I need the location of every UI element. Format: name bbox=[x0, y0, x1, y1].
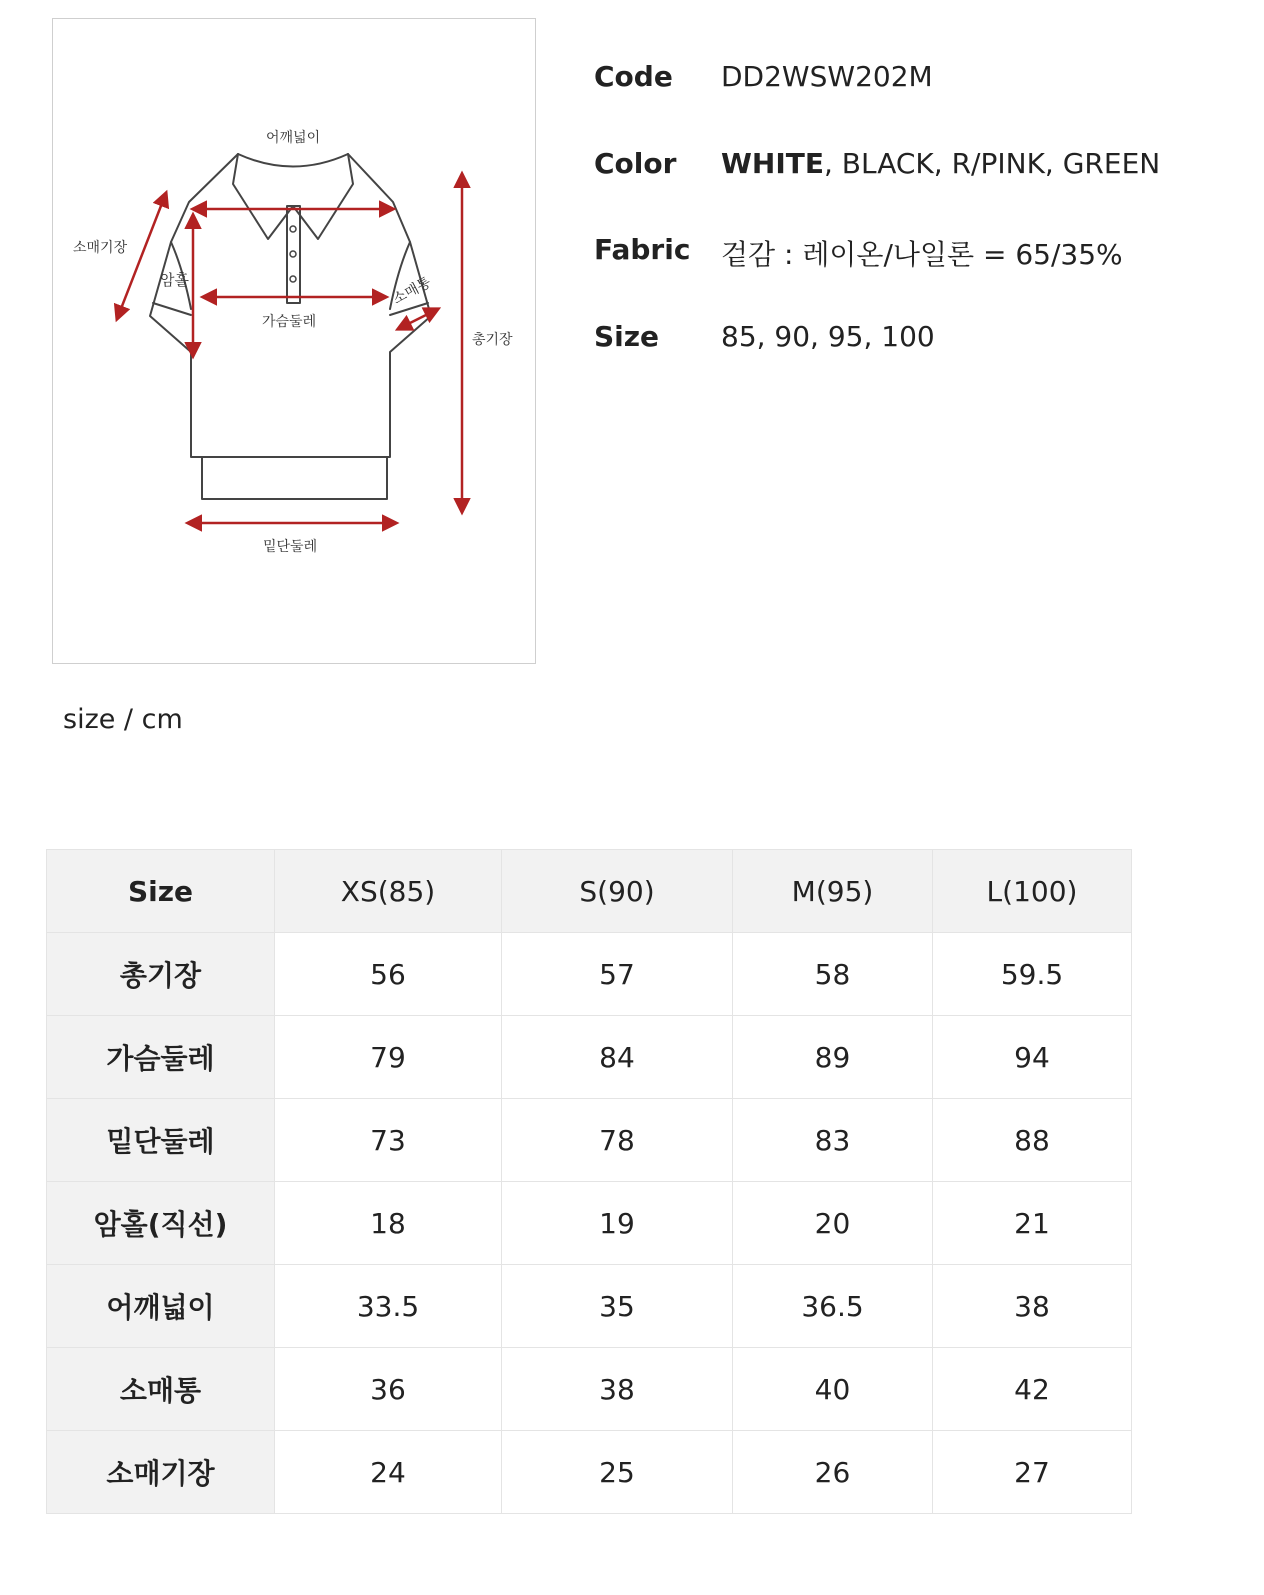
label-total-length: 총기장 bbox=[472, 332, 513, 348]
table-cell: 19 bbox=[502, 1182, 733, 1265]
table-cell: 38 bbox=[502, 1348, 733, 1431]
row-label: 암홀(직선) bbox=[47, 1182, 275, 1265]
header-cell-xs: XS(85) bbox=[275, 850, 502, 933]
table-cell: 21 bbox=[933, 1182, 1132, 1265]
spec-color-others: , BLACK, R/PINK, GREEN bbox=[823, 147, 1161, 180]
table-cell: 20 bbox=[733, 1182, 933, 1265]
spec-color-value bbox=[721, 147, 1160, 180]
row-label: 어깨넓이 bbox=[47, 1265, 275, 1348]
table-cell: 59.5 bbox=[933, 933, 1132, 1016]
table-cell: 35 bbox=[502, 1265, 733, 1348]
spec-code-label: Code bbox=[594, 60, 673, 93]
table-cell: 18 bbox=[275, 1182, 502, 1265]
table-cell: 89 bbox=[733, 1016, 933, 1099]
spec-fabric-value: 겉감 : 레이온/나일론 = 65/35% bbox=[721, 238, 1123, 271]
label-hem: 밑단둘레 bbox=[263, 539, 318, 555]
label-armhole: 암홀 bbox=[160, 271, 189, 289]
table-row bbox=[47, 1016, 1132, 1099]
label-chest: 가슴둘레 bbox=[262, 314, 317, 330]
table-row bbox=[47, 1099, 1132, 1182]
table-cell: 38 bbox=[933, 1265, 1132, 1348]
table-cell: 73 bbox=[275, 1099, 502, 1182]
table-row bbox=[47, 1265, 1132, 1348]
row-label: 총기장 bbox=[47, 933, 275, 1016]
table-cell: 94 bbox=[933, 1016, 1132, 1099]
polo-shirt-illustration bbox=[53, 19, 537, 665]
row-label: 소매기장 bbox=[47, 1431, 275, 1514]
row-label: 소매통 bbox=[47, 1348, 275, 1431]
table-row bbox=[47, 933, 1132, 1016]
size-table-body bbox=[47, 933, 1132, 1514]
garment-diagram bbox=[52, 18, 536, 664]
table-cell: 83 bbox=[733, 1099, 933, 1182]
table-row bbox=[47, 1348, 1132, 1431]
table-cell: 40 bbox=[733, 1348, 933, 1431]
table-cell: 24 bbox=[275, 1431, 502, 1514]
spec-color-primary: WHITE bbox=[721, 147, 824, 180]
label-shoulder-width: 어깨넓이 bbox=[266, 130, 321, 146]
table-cell: 88 bbox=[933, 1099, 1132, 1182]
table-cell: 78 bbox=[502, 1099, 733, 1182]
header-cell-s: S(90) bbox=[502, 850, 733, 933]
label-sleeve-length: 소매기장 bbox=[73, 240, 128, 256]
spec-code-value: DD2WSW202M bbox=[721, 60, 933, 93]
header-cell-size: Size bbox=[47, 850, 275, 933]
table-row bbox=[47, 1431, 1132, 1514]
table-cell: 36.5 bbox=[733, 1265, 933, 1348]
spec-size-label: Size bbox=[594, 320, 660, 353]
table-cell: 42 bbox=[933, 1348, 1132, 1431]
table-cell: 33.5 bbox=[275, 1265, 502, 1348]
table-header-row bbox=[47, 850, 1132, 933]
unit-caption: size / cm bbox=[63, 704, 183, 735]
table-cell: 25 bbox=[502, 1431, 733, 1514]
header-cell-m: M(95) bbox=[733, 850, 933, 933]
table-cell: 27 bbox=[933, 1431, 1132, 1514]
table-row bbox=[47, 1182, 1132, 1265]
table-cell: 58 bbox=[733, 933, 933, 1016]
spec-color-label: Color bbox=[594, 147, 677, 180]
table-cell: 36 bbox=[275, 1348, 502, 1431]
size-table bbox=[46, 849, 1132, 1514]
size-table-header bbox=[47, 850, 1132, 933]
row-label: 가슴둘레 bbox=[47, 1016, 275, 1099]
spec-fabric-label: Fabric bbox=[594, 233, 691, 266]
table-cell: 56 bbox=[275, 933, 502, 1016]
label-sleeve-width: 소매통 bbox=[390, 274, 434, 308]
table-cell: 84 bbox=[502, 1016, 733, 1099]
header-cell-l: L(100) bbox=[933, 850, 1132, 933]
table-cell: 57 bbox=[502, 933, 733, 1016]
spec-size-value: 85, 90, 95, 100 bbox=[721, 320, 935, 353]
table-cell: 79 bbox=[275, 1016, 502, 1099]
table-cell: 26 bbox=[733, 1431, 933, 1514]
row-label: 밑단둘레 bbox=[47, 1099, 275, 1182]
